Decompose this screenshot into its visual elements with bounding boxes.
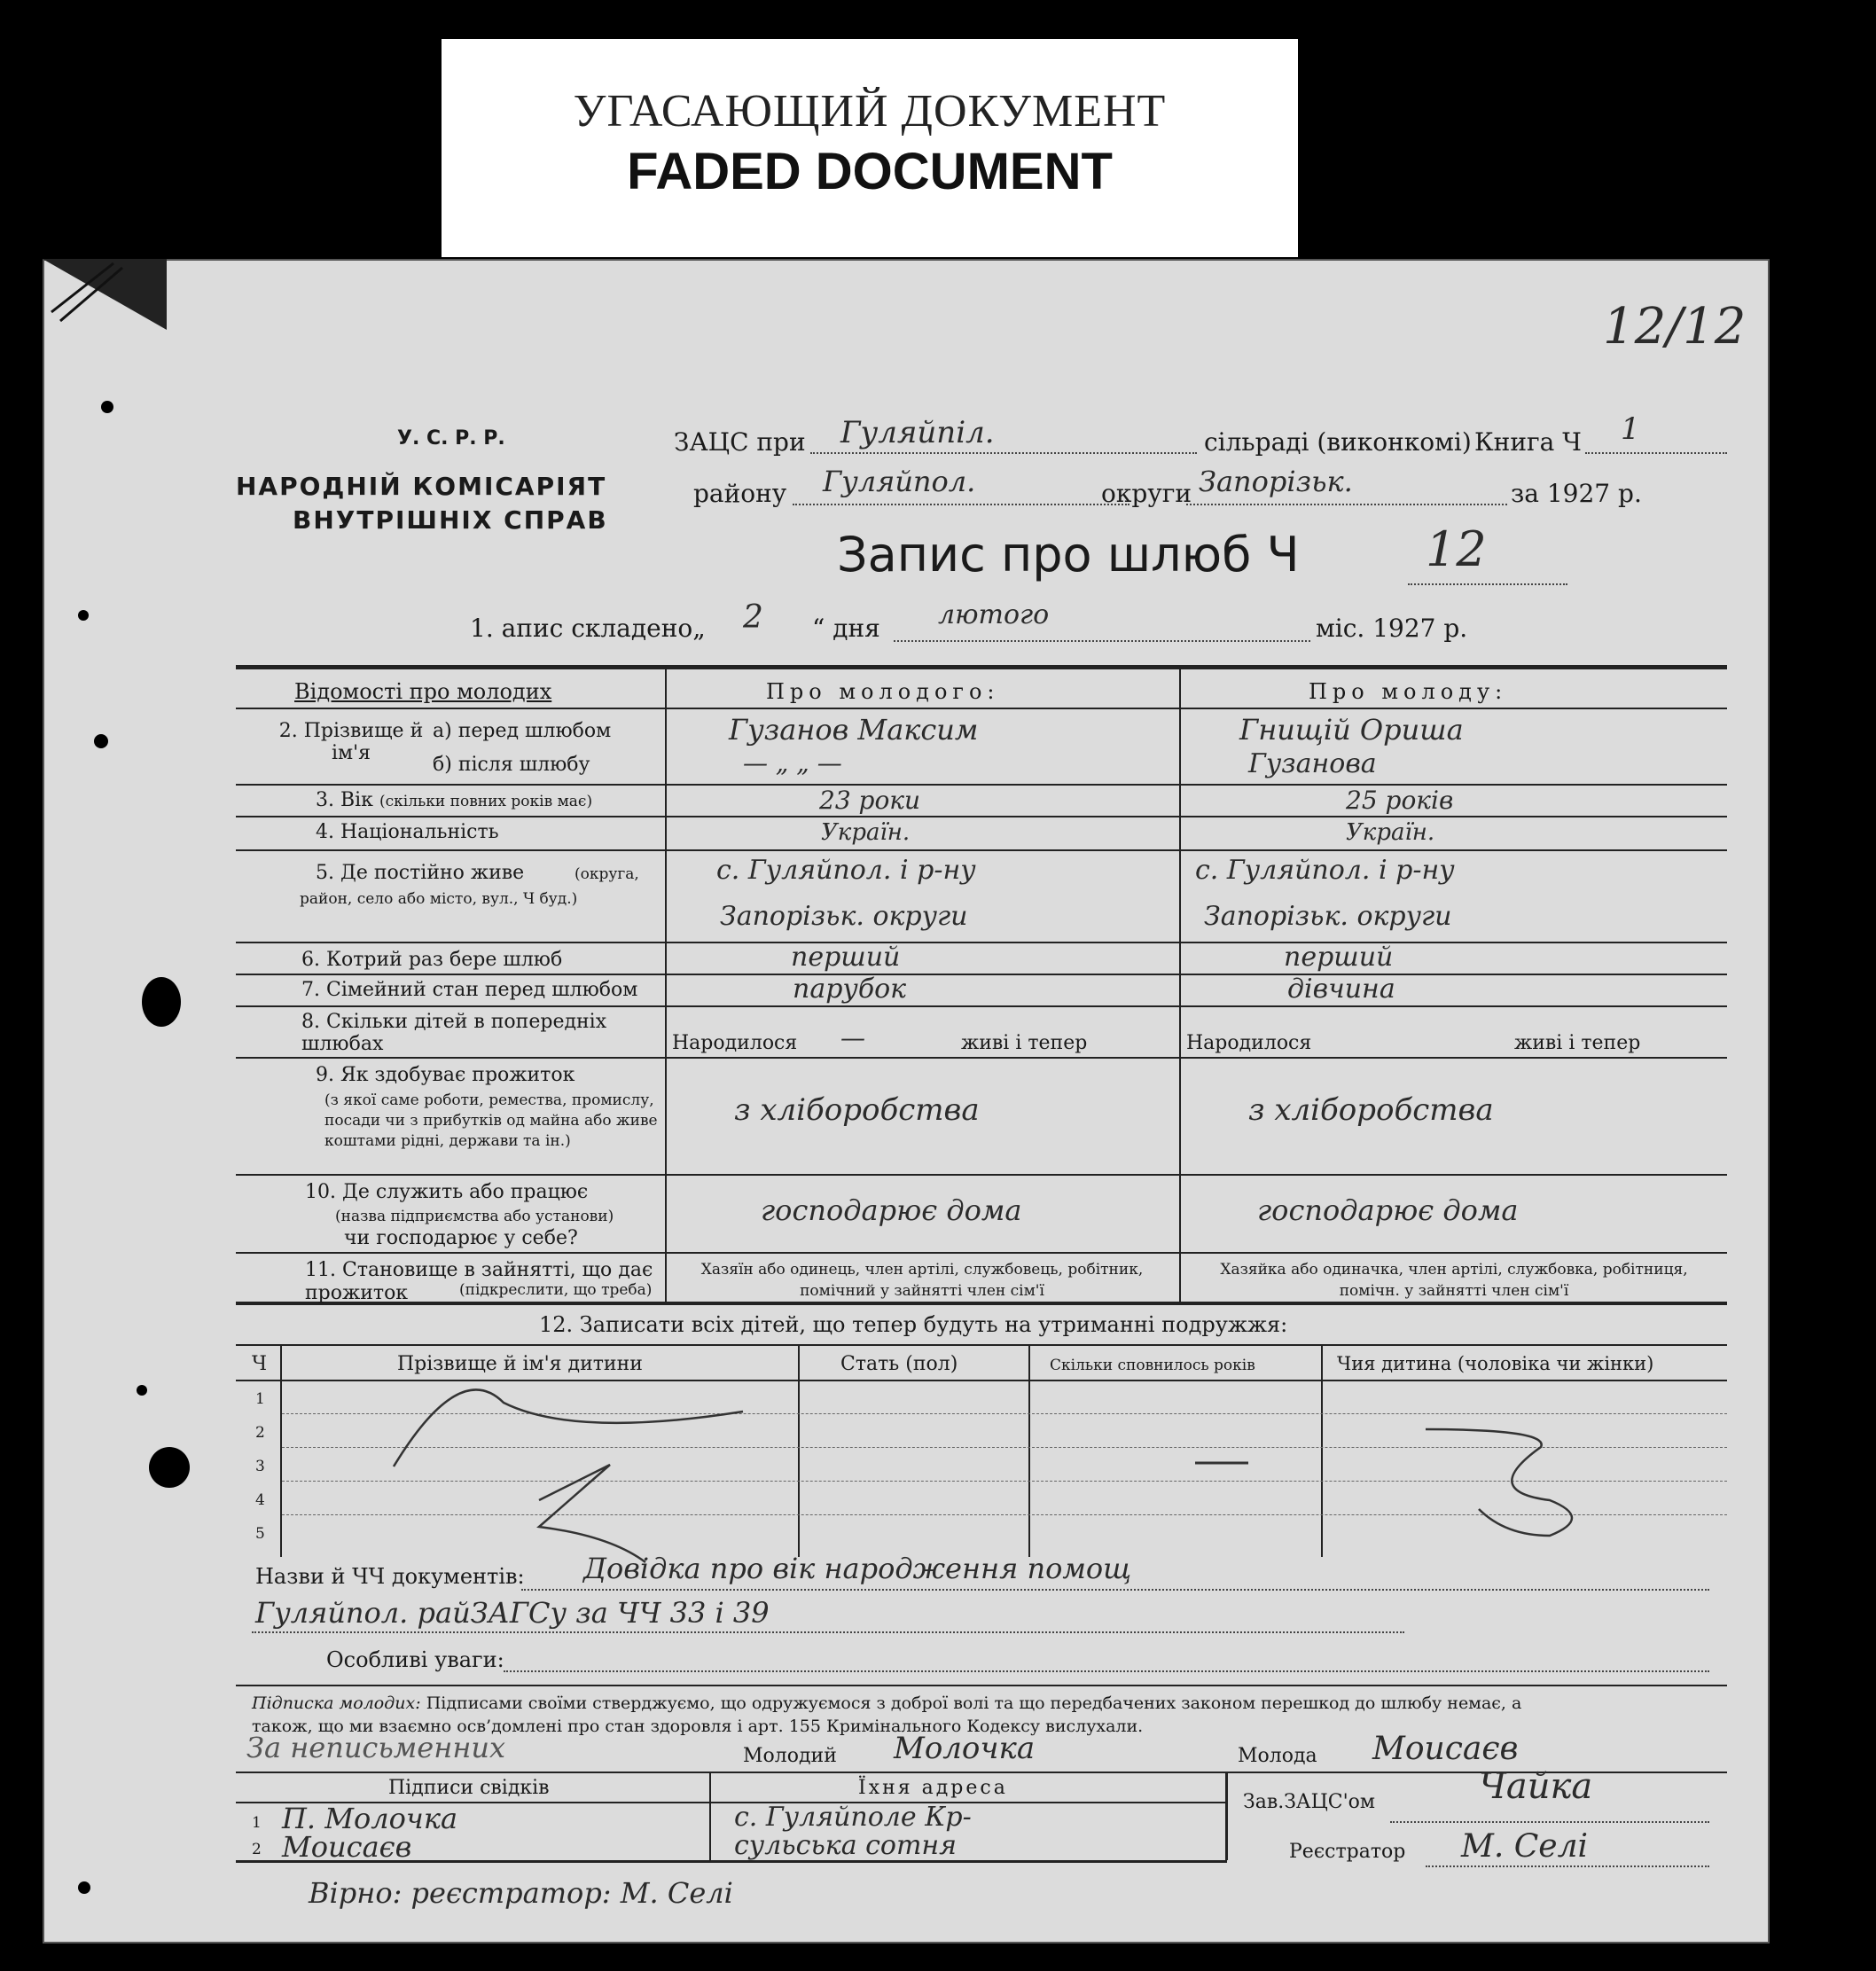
row4-label: 4. Національність	[316, 821, 499, 843]
illiterate-note: За неписьменних	[246, 1731, 506, 1764]
groom-children-born-value: —	[840, 1023, 865, 1052]
children-row-number: 3	[255, 1458, 265, 1475]
children-section-title: 12. Записати всіх дітей, що тепер будуть на утриманні подружжя:	[539, 1312, 1288, 1337]
certified-true-note: Вірно: реєстратор: М. Селі	[309, 1876, 733, 1910]
bride-residence-1: с. Гуляйпол. і р-ну	[1195, 855, 1455, 886]
okrug-value: Запорізьк.	[1199, 465, 1353, 498]
record-date-prefix: 1. апис складено„	[470, 614, 706, 643]
row9-note: (з якої саме роботи, ремества, промислу, посади чи з прибутків од майна або живе коштами рідні, держави та ін.)	[324, 1091, 658, 1150]
remarks-line	[504, 1670, 1709, 1672]
bride-signature: Моисаєв	[1372, 1731, 1519, 1767]
banner-ru-line: УГАСАЮЩИЙ ДОКУМЕНТ	[573, 86, 1167, 137]
bride-residence-2: Запорізьк. округи	[1204, 901, 1452, 932]
children-col-whose: Чия дитина (чоловіка чи жінки)	[1337, 1353, 1654, 1374]
children-row-number: 2	[255, 1424, 265, 1442]
zags-head-signature: Чайка	[1479, 1766, 1593, 1807]
banner-en-line: FADED DOCUMENT	[627, 143, 1113, 200]
row5-label: 5. Де постійно живе	[316, 862, 525, 884]
bride-surname-before: Гнищій Ориша	[1239, 713, 1464, 747]
zags-head-label: Зав.ЗАЦС'ом	[1243, 1791, 1375, 1813]
record-date-suffix: міс. 1927 р.	[1316, 614, 1468, 643]
row5-note1: (округа,	[575, 865, 639, 883]
zags-head-line	[1390, 1821, 1709, 1823]
faded-document-banner	[442, 39, 1298, 257]
zags-label: ЗАЦС при	[674, 427, 806, 457]
bride-marital-status: дівчина	[1287, 974, 1395, 1005]
commissariat-subtitle: ВНУТРІШНІХ СПРАВ	[293, 505, 608, 535]
col-header-groom: Про молодого:	[766, 679, 1000, 704]
documents-line-rule	[521, 1589, 1709, 1591]
officials-divider	[1225, 1772, 1228, 1860]
registrar-label: Реєстратор	[1289, 1841, 1406, 1863]
district-value: Гуляйпол.	[823, 465, 976, 498]
row10-note: (назва підприємства або установи)	[335, 1208, 614, 1225]
bride-children-alive-label: живі і тепер	[1514, 1032, 1641, 1054]
documents-line1: Довідка про вік народження помощ	[583, 1552, 1132, 1585]
row2b-label: б) після шлюбу	[433, 754, 590, 776]
children-row-number: 4	[255, 1491, 265, 1509]
documents-line2: Гуляйпол. райЗАГСу за ЧЧ 33 і 39	[255, 1596, 770, 1630]
zags-suffix: сільраді (виконкомі)	[1204, 427, 1472, 457]
groom-marital-status: парубок	[793, 974, 907, 1005]
children-crossed-out-mark	[43, 259, 1770, 1944]
commissariat-title: НАРОДНІЙ КОМІСАРІЯТ	[236, 472, 607, 501]
bride-occupation-options: Хазяйка або одиначка, член артілі, службовка, робітниця, помічн. у зайнятті член сім'ї	[1220, 1261, 1688, 1300]
row10-label: 10. Де служить або працює	[305, 1181, 589, 1203]
witness-1-signature: П. Молочка	[282, 1802, 458, 1835]
witness-2-address: сульська сотня	[734, 1830, 958, 1861]
children-col-age: Скільки сповнилось років	[1050, 1357, 1255, 1374]
groom-residence-1: с. Гуляйпол. і р-ну	[716, 855, 976, 886]
documents-label: Назви й ЧЧ документів:	[255, 1564, 525, 1589]
groom-nationality: Україн.	[821, 819, 911, 846]
registrar-line	[1426, 1865, 1709, 1867]
groom-signature: Молочка	[894, 1731, 1036, 1766]
row5-note2: район, село або місто, вул., Ч буд.)	[300, 890, 578, 908]
year-label: за 1927 р.	[1511, 479, 1642, 508]
remarks-label: Особливі уваги:	[326, 1647, 504, 1672]
witness-2-signature: Моисаєв	[282, 1830, 412, 1864]
signature-note-line1	[252, 1693, 1521, 1713]
record-title: Запис про шлюб Ч	[837, 527, 1300, 583]
address-col-header: Їхня адреса	[858, 1777, 1008, 1799]
row11-label: 11. Становище в зайнятті, що дає прожиток	[305, 1259, 653, 1304]
signature-note-line2: також, що ми взаємно осв’домлені про стан здоровля і арт. 155 Кримінального Кодексу вислухали.	[252, 1717, 1144, 1736]
row3-label: 3. Вік	[316, 789, 373, 811]
bride-sign-label: Молода	[1238, 1745, 1317, 1767]
record-day: 2	[743, 599, 763, 636]
groom-marriage-count: перший	[791, 942, 901, 973]
row3-note: (скільки повних років має)	[379, 793, 593, 810]
children-col-name: Прізвище й ім'я дитини	[397, 1353, 643, 1375]
row11-note: (підкреслити, що треба)	[459, 1281, 653, 1299]
witness-1-address: с. Гуляйполе Кр-	[734, 1802, 972, 1833]
remarks-bottom-rule	[236, 1685, 1727, 1686]
bride-children-born-label: Народилося	[1186, 1032, 1312, 1054]
witness-divider	[709, 1772, 711, 1860]
groom-occupation-options: Хазяїн або одинець, член артілі, службовець, робітник, помічний у зайнятті член сім'ї	[700, 1261, 1144, 1300]
children-col-num: Ч	[252, 1353, 268, 1375]
signature-note-heading: Підписка молодих:	[252, 1693, 421, 1713]
record-month: лютого	[938, 599, 1050, 630]
groom-sign-label: Молодий	[743, 1745, 837, 1767]
zags-value: Гуляйпіл.	[840, 415, 995, 450]
row2-label: 2. Прізвище й ім'я	[278, 720, 424, 764]
witness-2-number: 2	[252, 1841, 262, 1858]
row9-label: 9. Як здобуває прожиток	[316, 1064, 575, 1086]
row8-label: 8. Скільки дітей в попередніх шлюбах	[301, 1011, 607, 1055]
witness-col-header: Підписи свідків	[388, 1777, 550, 1799]
groom-residence-2: Запорізьк. округи	[720, 901, 968, 932]
marriage-record-sheet	[43, 259, 1770, 1944]
registrar-signature: М. Селі	[1461, 1828, 1589, 1865]
state-abbrev: У. С. Р. Р.	[397, 427, 505, 450]
book-label: Книга Ч	[1474, 427, 1582, 457]
record-date-mid: “ дня	[812, 614, 880, 643]
signature-note-text1: Підписами своїми стверджуємо, що одружуємося з доброї волі та що передбачених законом перешкод до шлюбу немає, а	[426, 1693, 1522, 1713]
book-value: 1	[1621, 411, 1640, 447]
bride-nationality: Україн.	[1346, 819, 1435, 846]
row2a-label: а) перед шлюбом	[433, 720, 612, 742]
bride-surname-after: Гузанова	[1248, 748, 1377, 779]
groom-surname-before: Гузанов Максим	[729, 713, 979, 747]
col-header-bride: Про молоду:	[1309, 679, 1508, 704]
district-label: району	[693, 479, 787, 508]
bride-age: 25 років	[1346, 786, 1454, 815]
col-header-info: Відомості про молодих	[294, 679, 552, 704]
groom-age: 23 роки	[819, 786, 921, 815]
groom-surname-after: — „ „ —	[743, 748, 842, 778]
children-col-sex: Стать (пол)	[840, 1353, 958, 1375]
children-row-number: 1	[255, 1390, 265, 1408]
bride-livelihood: з хліборобства	[1248, 1092, 1494, 1128]
archive-page-number: 12/12	[1603, 298, 1747, 356]
bride-marriage-count: перший	[1284, 942, 1394, 973]
children-row-number: 5	[255, 1525, 265, 1543]
row7-label: 7. Сімейний стан перед шлюбом	[301, 979, 638, 1001]
row10-label2: чи господарює у себе?	[344, 1227, 578, 1249]
groom-livelihood: з хліборобства	[734, 1092, 980, 1128]
row6-label: 6. Котрий раз бере шлюб	[301, 949, 563, 971]
bride-workplace: господарює дома	[1257, 1193, 1519, 1227]
groom-children-born-label: Народилося	[672, 1032, 798, 1054]
groom-children-alive-label: живі і тепер	[961, 1032, 1088, 1054]
witness-1-number: 1	[252, 1814, 262, 1832]
groom-workplace: господарює дома	[761, 1193, 1022, 1227]
documents-line-rule	[252, 1631, 1404, 1633]
okrug-label: округи	[1101, 479, 1192, 508]
record-number: 12	[1426, 521, 1487, 577]
